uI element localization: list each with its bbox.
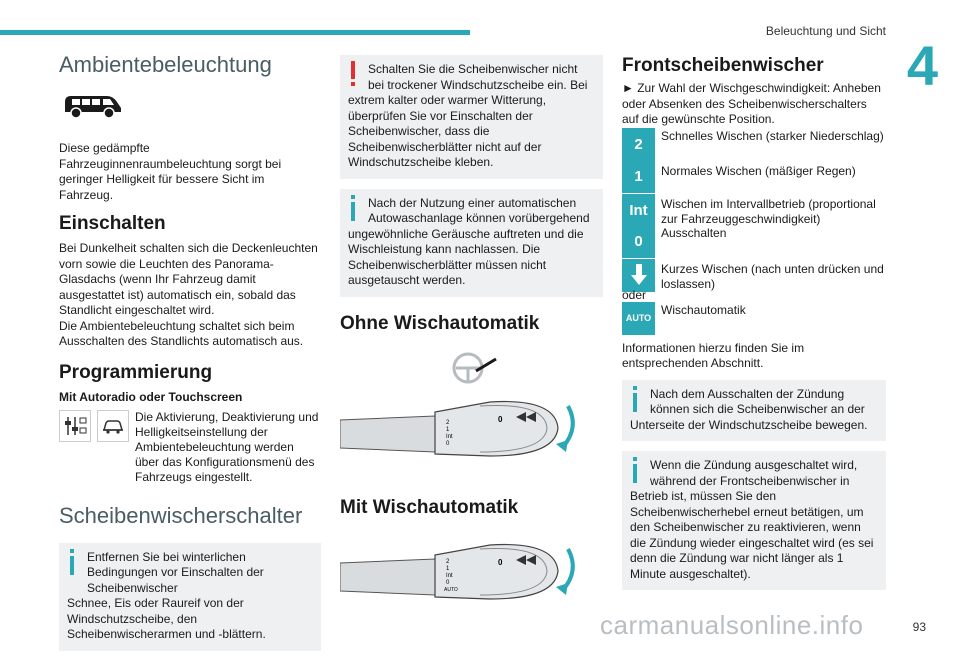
stalk-front-label: 0 [498,557,503,567]
down-arrow-icon [622,259,655,292]
mode-row-fast [622,128,886,161]
front-wiper-title: Frontscheibenwischer [622,55,824,76]
wiper-switch-title: Scheibenwischerschalter [59,502,303,528]
einschalten-text-2: Die Ambientebeleuchtung schaltet sich beim Ausschalten des Standlichts automatisch aus. [59,318,304,348]
ohne-title: Ohne Wischautomatik [340,312,540,334]
stalk-label-int: Int [446,572,453,579]
programmierung-text: Die Aktivierung, Deaktivierung und Helligkeitseinstellung der Ambientebeleuchtung werden über das Konfigurationsmenü des Fahrzeugs eingestellt. [135,409,319,484]
watermark: carmanualsonline.info [600,610,864,640]
reactivate-note-rest: Betrieb ist, müssen Sie den Scheibenwischerhebel erneut betätigen, um den Scheibenwischer zu reaktivieren, wenn die Zündung wieder eingeschaltet wird (es sei denn die Zündung war nicht länger als 1 Minute ausgeschaltet). [630,489,874,581]
programmierung-title: Programmierung [59,361,213,383]
steering-wheel-icon [450,351,603,390]
mode-badge-int: Int [622,194,655,227]
mit-title: Mit Wischautomatik [340,496,519,518]
stalk-front-label: 0 [498,414,503,424]
stalk-label-0: 0 [446,579,450,586]
stalk-label-2: 2 [446,558,450,565]
header-accent-bar [0,30,470,35]
mode-row-auto [622,302,886,335]
oder-text: oder [622,287,647,302]
column-1 [59,52,321,661]
ambient-text: Diese gedämpfte Fahrzeuginnenraumbeleuchtung sorgt bei geringer Helligkeit für bessere Sicht im Fahrzeug. [59,141,282,202]
ignition-off-note-rest: Unterseite der Windschutzscheibe bewegen. [630,417,868,432]
winter-note [59,543,321,651]
warning-note-rest: extrem kalter oder warmer Witterung, überprüfen Sie vor Einschalten der Scheibenwischer, dass die Scheibenwischerblätter nicht auf der Windschutzscheibe kleben. [348,93,547,169]
mode-badge-0: 0 [622,225,655,258]
column-2 [340,55,603,610]
wiper-stalk-diagram-2 [340,533,603,610]
ambient-title: Ambientebeleuchtung [59,52,272,77]
wiper-stalk-diagram-1 [340,390,603,467]
info-icon [630,457,640,483]
mode-text-normal: Normales Wischen (mäßiger Regen) [661,163,856,178]
carwash-note-rest: ungewöhnliche Geräusche auftreten und die Wischleistung kann nachlassen. Die Scheibenwischerblätter müssen nicht ausgetauscht werden. [348,226,584,287]
mode-row-normal [622,160,886,193]
section-title: Beleuchtung und Sicht [765,24,886,38]
front-wiper-intro: ► Zur Wahl der Wischgeschwindigkeit: Anheben oder Absenken des Scheibenwischerschalters auf die gewünschte Position. [622,81,881,126]
programmierung-subtitle: Mit Autoradio oder Touchscreen [59,389,243,404]
mode-badge-2: 2 [622,128,655,161]
carwash-note-first: Nach der Nutzung einer automatischen Autowaschanlage können vorübergehend [368,195,590,225]
einschalten-text-1: Bei Dunkelheit schalten sich die Deckenleuchten vorn sowie die Leuchten des Panorama-Glasdachs (wenn Ihr Fahrzeug damit ausgestattet ist) automatisch ein, sobald das Standlicht eingeschaltet wird. [59,241,318,317]
ignition-off-note [622,380,886,442]
warning-icon [348,61,358,87]
stalk-label-1: 1 [446,426,450,433]
auto-text: Wischautomatik [661,302,746,317]
column-3 [622,55,886,600]
einschalten-title: Einschalten [59,213,166,234]
reactivate-note [622,451,886,590]
programmierung-row [59,410,321,485]
info-text: Informationen hierzu finden Sie im entsprechenden Abschnitt. [622,340,805,370]
mode-text-fast: Schnelles Wischen (starker Niederschlag) [661,128,884,143]
mode-row-interval [622,194,886,227]
stalk-label-auto: AUTO [444,586,458,593]
mode-row-off [622,225,886,258]
auto-badge: AUTO [622,302,655,335]
winter-note-first: Entfernen Sie bei winterlichen Bedingungen vor Einschalten der Scheibenwischer [87,549,264,595]
info-icon [67,549,77,575]
settings-sliders-icon [59,410,91,442]
warning-note-first: Schalten Sie die Scheibenwischer nicht bei trockener Windschutzscheibe ein. Bei [368,62,588,92]
carwash-note [340,189,603,297]
stalk-label-0: 0 [446,440,450,447]
stalk-label-2: 2 [446,419,450,426]
van-icon [61,90,321,127]
winter-note-rest: Schnee, Eis oder Raureif von der Windschutzscheibe, den Scheibenwischerarmen und -blättern. [67,596,266,641]
warning-note [340,55,603,179]
info-icon [348,195,358,221]
reactivate-note-first: Wenn die Zündung ausgeschaltet wird, während der Frontscheibenwischer in [650,458,858,488]
mode-text-single: Kurzes Wischen (nach unten drücken und loslassen) [661,261,884,291]
car-settings-icon [97,410,129,442]
page-number: 93 [912,620,926,634]
mode-text-interval: Wischen im Intervallbetrieb (proportional zur Fahrzeuggeschwindigkeit) [661,196,876,226]
info-icon [630,386,640,412]
chapter-number: 4 [906,34,938,97]
stalk-label-int: Int [446,433,453,440]
mode-badge-1: 1 [622,160,655,193]
mode-row-single [622,259,886,292]
ignition-off-note-first: Nach dem Ausschalten der Zündung können sich die Scheibenwischer an der [650,386,865,416]
mode-text-off: Ausschalten [661,225,727,240]
stalk-label-1: 1 [446,565,450,572]
